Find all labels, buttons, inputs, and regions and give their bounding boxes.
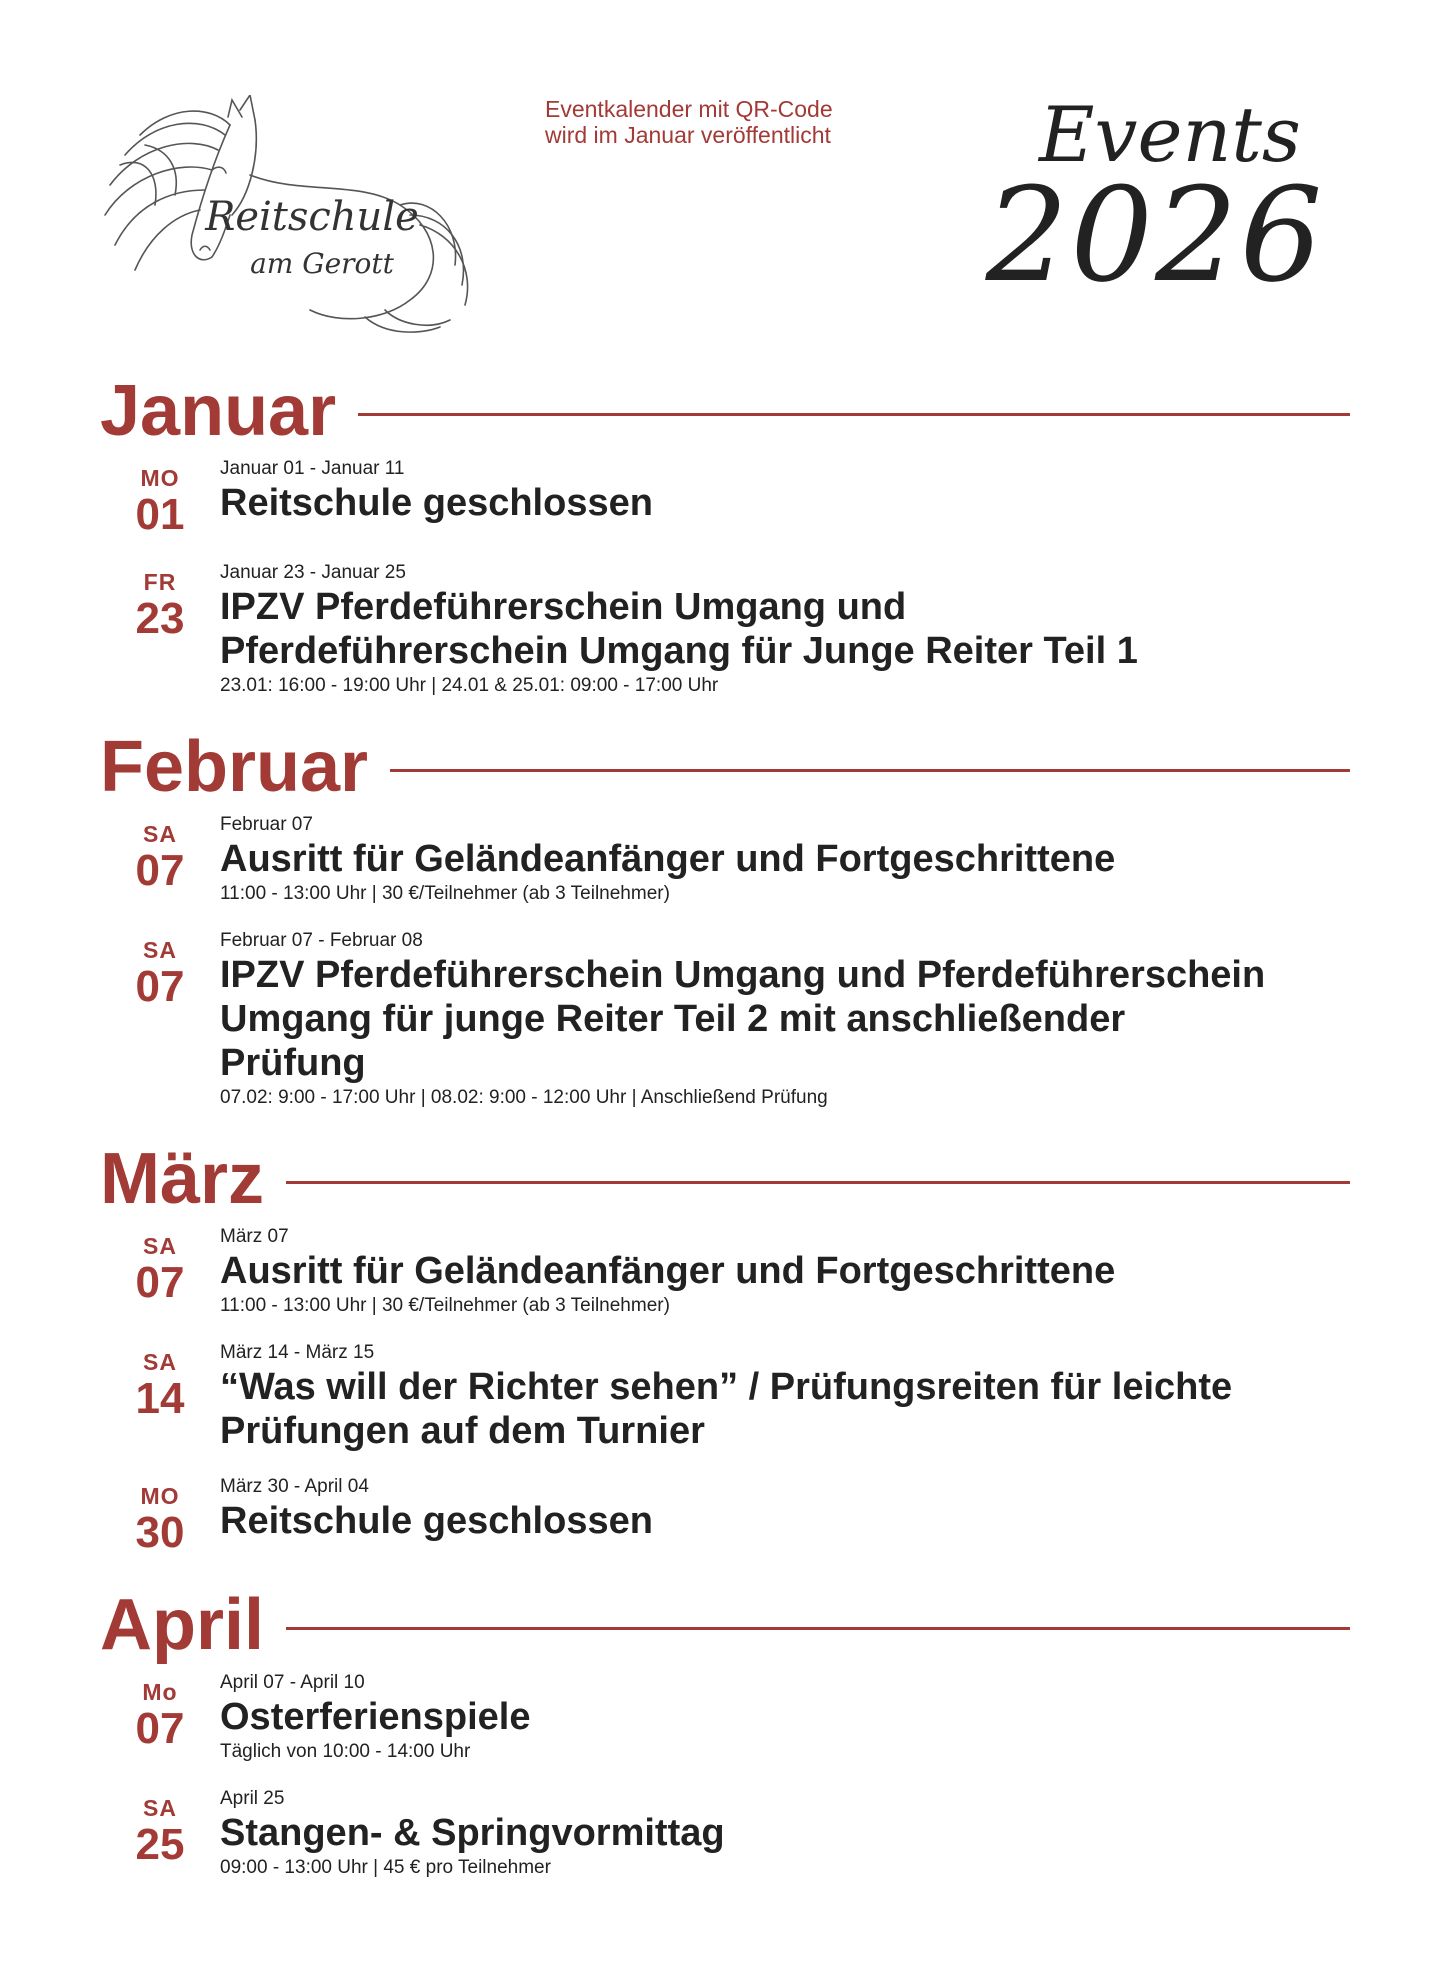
event-info xyxy=(220,1787,1350,1881)
event-date-range: März 30 - April 04 xyxy=(220,1476,369,1497)
event-day-number: 07 xyxy=(135,1258,185,1307)
event-weekday: SA xyxy=(143,1795,177,1821)
event-date-range: Februar 07 xyxy=(220,814,313,835)
event-title-line: Pferdeführerschein Umgang für Junge Reiter Teil 1 xyxy=(220,630,1138,672)
month-divider xyxy=(390,769,1350,772)
event-info xyxy=(220,1225,1350,1319)
event-date-badge xyxy=(100,1341,220,1423)
event-weekday: SA xyxy=(143,1349,177,1375)
event-date-range: Januar 01 - Januar 11 xyxy=(220,458,405,479)
event-day-number: 25 xyxy=(135,1820,185,1869)
month-header xyxy=(100,1579,1350,1671)
event-date-range: April 25 xyxy=(220,1788,285,1809)
event-day-number: 07 xyxy=(135,962,185,1011)
qr-code-notice xyxy=(545,96,905,148)
event-title-line: Umgang für junge Reiter Teil 2 mit anschließender xyxy=(220,998,1126,1040)
event-info xyxy=(220,561,1350,699)
month-name: Januar xyxy=(100,371,337,451)
event-item xyxy=(100,1787,1350,1881)
event-day-number: 01 xyxy=(135,490,185,539)
month-divider xyxy=(358,413,1350,416)
event-date-range: April 07 - April 10 xyxy=(220,1672,365,1693)
event-details: 11:00 - 13:00 Uhr | 30 €/Teilnehmer (ab 3 Teilnehmer) xyxy=(220,883,670,904)
event-date-badge xyxy=(100,1787,220,1869)
month-header xyxy=(100,1133,1350,1225)
event-weekday: Mo xyxy=(142,1679,178,1705)
month-section-april xyxy=(100,1579,1350,1881)
event-item xyxy=(100,929,1350,1111)
year-heading: 2026 xyxy=(985,159,1325,311)
page-header xyxy=(0,0,1448,360)
month-header xyxy=(100,721,1350,813)
event-details: 23.01: 16:00 - 19:00 Uhr | 24.01 & 25.01: 09:00 - 17:00 Uhr xyxy=(220,675,719,696)
event-title-line: IPZV Pferdeführerschein Umgang und xyxy=(220,586,907,628)
riding-school-logo xyxy=(100,95,490,335)
event-info xyxy=(220,1475,1350,1543)
horse-head-icon xyxy=(100,95,490,335)
event-title-line: Ausritt für Geländeanfänger und Fortgeschrittene xyxy=(220,838,1116,880)
event-title-line: Osterferienspiele xyxy=(220,1696,531,1738)
event-title-line: Stangen- & Springvormittag xyxy=(220,1812,725,1854)
event-info xyxy=(220,1671,1350,1765)
month-name: März xyxy=(100,1139,265,1219)
event-details: 09:00 - 13:00 Uhr | 45 € pro Teilnehmer xyxy=(220,1857,551,1878)
event-details: 07.02: 9:00 - 17:00 Uhr | 08.02: 9:00 - 12:00 Uhr | Anschließend Prüfung xyxy=(220,1087,828,1108)
event-info xyxy=(220,813,1350,907)
notice-line-2: wird im Januar veröffentlicht xyxy=(545,122,831,148)
month-name: April xyxy=(100,1585,265,1665)
event-weekday: MO xyxy=(140,465,180,491)
event-date-badge xyxy=(100,929,220,1011)
event-day-number: 07 xyxy=(135,846,185,895)
event-title-line: Reitschule geschlossen xyxy=(220,482,653,524)
event-info xyxy=(220,1341,1350,1453)
month-header xyxy=(100,365,1350,457)
event-day-number: 23 xyxy=(135,594,185,643)
event-title-line: Prüfungen auf dem Turnier xyxy=(220,1410,705,1452)
event-title-line: IPZV Pferdeführerschein Umgang und Pferdeführerschein xyxy=(220,954,1266,996)
event-item xyxy=(100,813,1350,907)
event-date-badge xyxy=(100,561,220,643)
event-item xyxy=(100,1341,1350,1453)
month-divider xyxy=(286,1627,1350,1630)
month-divider xyxy=(286,1181,1350,1184)
event-date-range: März 07 xyxy=(220,1226,289,1247)
event-day-number: 30 xyxy=(135,1508,185,1557)
month-section-januar xyxy=(100,365,1350,699)
month-section-märz xyxy=(100,1133,1350,1557)
event-item xyxy=(100,561,1350,699)
event-info xyxy=(220,457,1350,525)
event-day-number: 07 xyxy=(135,1704,185,1753)
event-date-badge xyxy=(100,1671,220,1753)
event-date-badge xyxy=(100,1475,220,1557)
event-title-line: Prüfung xyxy=(220,1042,366,1084)
event-info xyxy=(220,929,1350,1111)
event-item xyxy=(100,457,1350,539)
svg-text:am Gerott: am Gerott xyxy=(250,247,394,280)
event-title-line: “Was will der Richter sehen” / Prüfungsreiten für leichte xyxy=(220,1366,1233,1408)
event-weekday: SA xyxy=(143,821,177,847)
events-heading: Events xyxy=(1039,90,1301,179)
event-date-badge xyxy=(100,1225,220,1307)
event-item xyxy=(100,1475,1350,1557)
event-weekday: SA xyxy=(143,937,177,963)
event-date-range: Januar 23 - Januar 25 xyxy=(220,562,406,583)
event-date-badge xyxy=(100,813,220,895)
event-day-number: 14 xyxy=(135,1374,185,1423)
event-date-range: März 14 - März 15 xyxy=(220,1342,375,1363)
event-date-range: Februar 07 - Februar 08 xyxy=(220,930,423,951)
event-item xyxy=(100,1225,1350,1319)
event-details: 11:00 - 13:00 Uhr | 30 €/Teilnehmer (ab 3 Teilnehmer) xyxy=(220,1295,670,1316)
event-date-badge xyxy=(100,457,220,539)
month-section-februar xyxy=(100,721,1350,1111)
event-weekday: FR xyxy=(143,569,177,595)
event-title-line: Reitschule geschlossen xyxy=(220,1500,653,1542)
svg-text:Reitschule: Reitschule xyxy=(205,194,419,240)
event-title-line: Ausritt für Geländeanfänger und Fortgeschrittene xyxy=(220,1250,1116,1292)
event-calendar xyxy=(100,365,1350,1903)
event-details: Täglich von 10:00 - 14:00 Uhr xyxy=(220,1741,471,1762)
event-item xyxy=(100,1671,1350,1765)
event-weekday: SA xyxy=(143,1233,177,1259)
month-name: Februar xyxy=(100,727,369,807)
event-weekday: MO xyxy=(140,1483,180,1509)
notice-line-1: Eventkalender mit QR-Code xyxy=(545,96,833,122)
